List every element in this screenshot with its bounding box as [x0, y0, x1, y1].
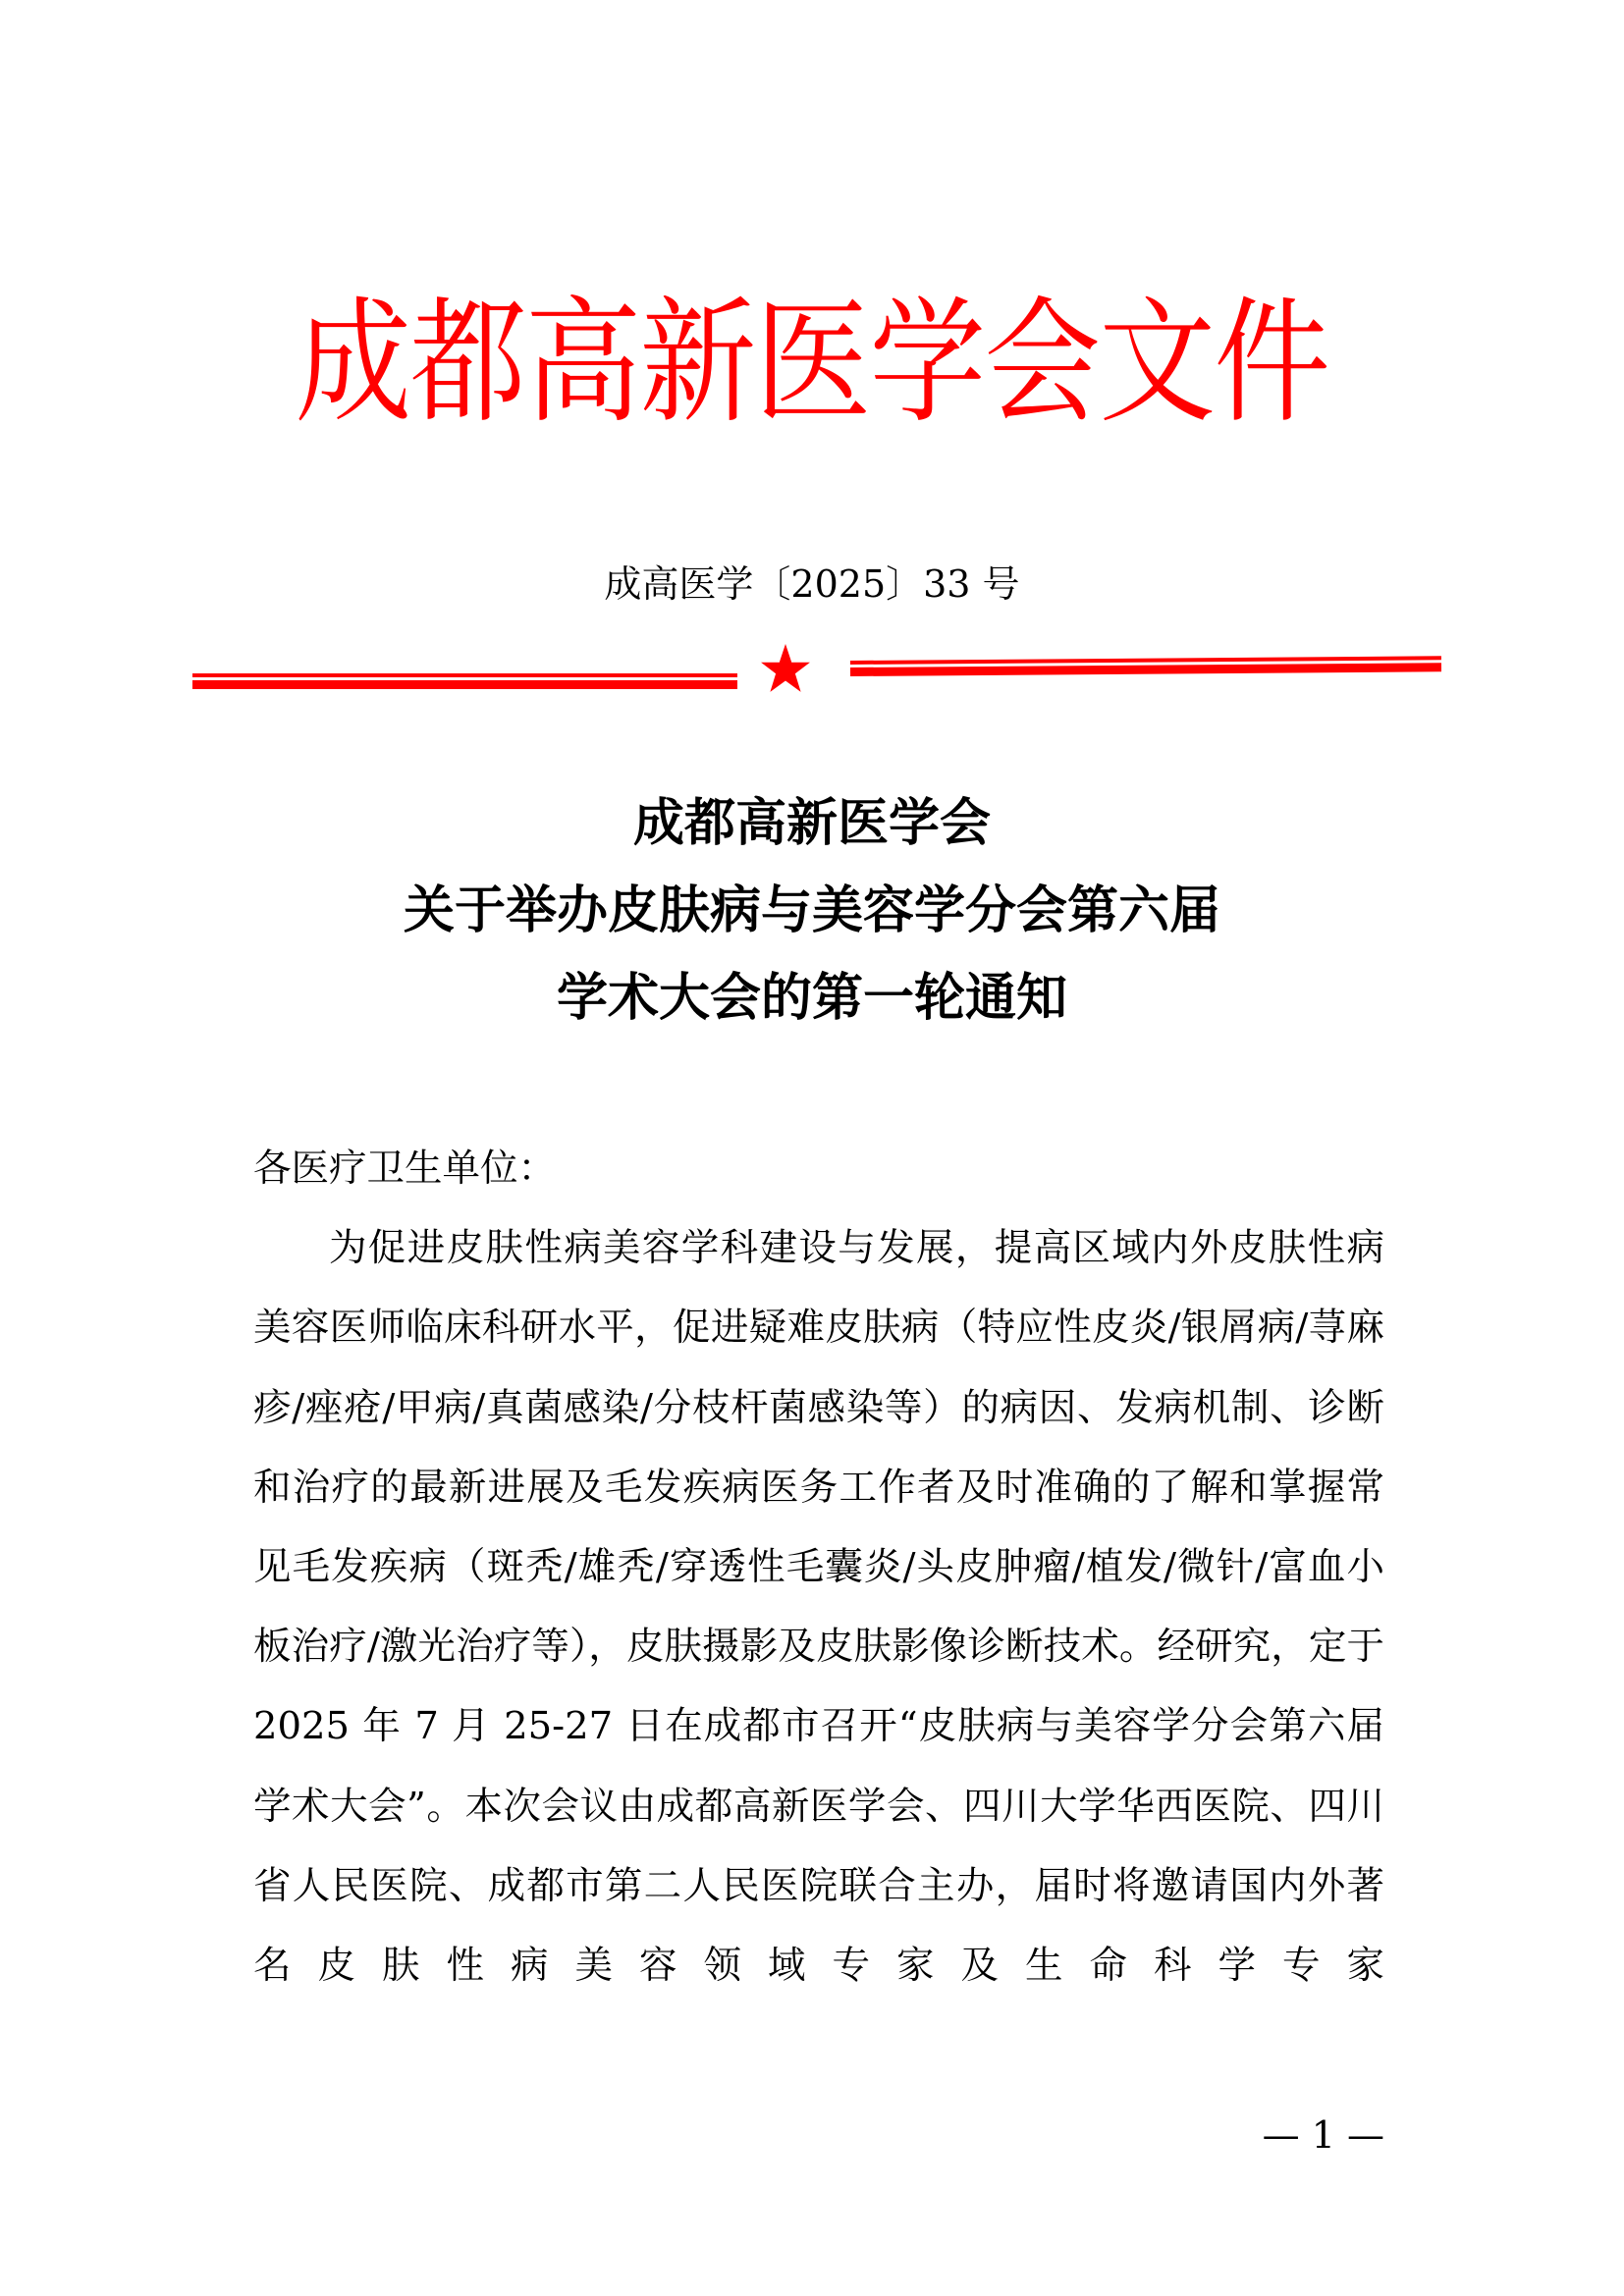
red-divider-left — [192, 673, 737, 695]
title-line-1: 成都高新医学会 — [632, 794, 991, 853]
page-number: — 1 — — [1262, 2113, 1384, 2157]
notice-title — [0, 780, 1624, 1042]
title-line-3: 学术大会的第一轮通知 — [556, 969, 1067, 1028]
body-paragraph: 为促进皮肤性病美容学科建设与发展，提高区域内外皮肤性病美容医师临床科研水平，促进疑难皮肤病（特应性皮炎/银屑病/荨麻疹/痤疮/甲病/真菌感染/分枝杆菌感染等）的病因、发病机制、诊断和治疗的最新进展及毛发疾病医务工作者及时准确的了解和掌握常见毛发疾病（斑秃/雄秃/穿透性毛囊炎/头皮肿瘤/植发/微针/富血小板治疗/激光治疗等），皮肤摄影及皮肤影像诊断技术。经研究，定于 2025 年 7 月 25-27 日在成都市召开“皮肤病与美容学分会第六届学术大会”。本次会议由成都高新医学会、四川大学华西医院、四川省人民医院、成都市第二人民医院联合主办，届时将邀请国内外著名皮肤性病美容领域专家及生命科学专家 — [253, 1226, 1384, 1989]
star-icon — [760, 643, 811, 694]
red-divider-right — [850, 656, 1441, 682]
title-line-2: 关于举办皮肤病与美容学分会第六届 — [403, 881, 1220, 940]
document-masthead: 成都高新医学会文件 — [295, 284, 1329, 442]
salutation: 各医疗卫生单位： — [253, 1147, 557, 1191]
notice-body — [253, 1129, 1384, 2005]
document-number: 成高医学〔2025〕33 号 — [604, 562, 1020, 606]
